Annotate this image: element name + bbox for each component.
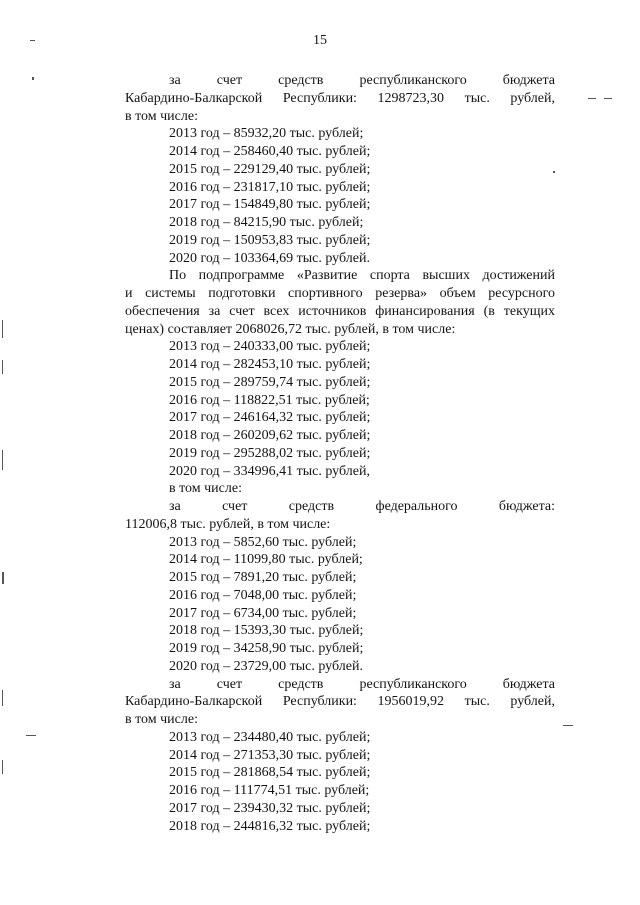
scan-mark (32, 77, 34, 80)
budget-year-line: 2015 год – 289759,74 тыс. рублей; (169, 374, 371, 390)
scan-mark (604, 98, 612, 99)
budget-year-line: 2016 год – 231817,10 тыс. рублей; (169, 179, 371, 195)
budget-year-line: 2014 год – 258460,40 тыс. рублей; (169, 144, 371, 159)
budget-year-line: 2013 год – 234480,40 тыс. рублей; (169, 729, 371, 745)
scan-mark (2, 450, 3, 470)
document-body (125, 72, 555, 835)
budget-year-line: 2014 год – 282453,10 тыс. рублей; (169, 357, 371, 372)
text-line: Кабардино-Балкарской Республики: 1298723,30 тыс. рублей, (125, 90, 555, 106)
budget-year-line: в том числе: (169, 481, 242, 497)
text-line: По подпрограмме «Развитие спорта высших достижений (169, 268, 555, 284)
text-line: за счет средств федерального бюджета: (169, 499, 555, 514)
text-line: обеспечения за счет всех источников финансирования (в текущих (125, 303, 555, 319)
text-line: в том числе: (125, 712, 198, 727)
scan-mark (553, 171, 555, 173)
budget-year-line: 2020 год – 103364,69 тыс. рублей. (169, 250, 370, 266)
text-line: Кабардино-Балкарской Республики: 1956019,92 тыс. рублей, (125, 694, 555, 710)
scan-mark (2, 572, 4, 584)
budget-year-line: 2019 год – 34258,90 тыс. рублей; (169, 641, 364, 656)
scan-mark (588, 98, 596, 99)
budget-year-line: 2014 год – 271353,30 тыс. рублей; (169, 747, 371, 763)
text-line: 112006,8 тыс. рублей, в том числе: (125, 516, 331, 532)
budget-year-line: 2018 год – 260209,62 тыс. рублей; (169, 428, 371, 443)
budget-year-line: 2016 год – 7048,00 тыс. рублей; (169, 587, 357, 603)
budget-year-line: 2015 год – 229129,40 тыс. рублей; (169, 161, 371, 177)
budget-year-line: 2016 год – 111774,51 тыс. рублей; (169, 783, 370, 798)
scan-mark (2, 360, 3, 374)
text-line: за счет средств республиканского бюджета (169, 73, 555, 88)
budget-year-line: 2020 год – 334996,41 тыс. рублей, (169, 463, 370, 479)
budget-year-line: 2013 год – 5852,60 тыс. рублей; (169, 534, 357, 550)
budget-year-line: 2017 год – 239430,32 тыс. рублей; (169, 800, 371, 816)
budget-year-line: 2017 год – 6734,00 тыс. рублей; (169, 605, 357, 621)
budget-year-line: 2018 год – 84215,90 тыс. рублей; (169, 215, 364, 230)
budget-year-line: 2019 год – 295288,02 тыс. рублей; (169, 445, 371, 461)
budget-year-line: 2017 год – 154849,80 тыс. рублей; (169, 197, 371, 213)
scan-mark (2, 690, 3, 706)
budget-year-line: 2018 год – 244816,32 тыс. рублей; (169, 818, 371, 834)
budget-year-line: 2017 год – 246164,32 тыс. рублей; (169, 410, 371, 426)
scan-mark (26, 735, 36, 736)
budget-year-line: 2013 год – 240333,00 тыс. рублей; (169, 339, 371, 355)
budget-year-line: 2013 год – 85932,20 тыс. рублей; (169, 126, 364, 142)
budget-year-line: 2018 год – 15393,30 тыс. рублей; (169, 623, 364, 639)
page-number: 15 (313, 33, 327, 48)
budget-year-line: 2014 год – 11099,80 тыс. рублей; (169, 552, 363, 568)
budget-year-line: 2016 год – 118822,51 тыс. рублей; (169, 392, 370, 408)
scan-mark (563, 725, 573, 726)
text-line: за счет средств республиканского бюджета (169, 676, 555, 692)
budget-year-line: 2015 год – 281868,54 тыс. рублей; (169, 765, 371, 781)
budget-year-line: 2019 год – 150953,83 тыс. рублей; (169, 232, 371, 248)
text-line: в том числе: (125, 108, 198, 124)
budget-year-line: 2020 год – 23729,00 тыс. рублей. (169, 658, 363, 674)
scan-mark (2, 760, 3, 774)
text-line: ценах) составляет 2068026,72 тыс. рублей, в том числе: (125, 321, 456, 337)
budget-year-line: 2015 год – 7891,20 тыс. рублей; (169, 570, 357, 585)
scan-mark (30, 40, 35, 41)
scan-mark (2, 320, 3, 338)
text-line: и системы подготовки спортивного резерва» объем ресурсного (125, 286, 555, 301)
